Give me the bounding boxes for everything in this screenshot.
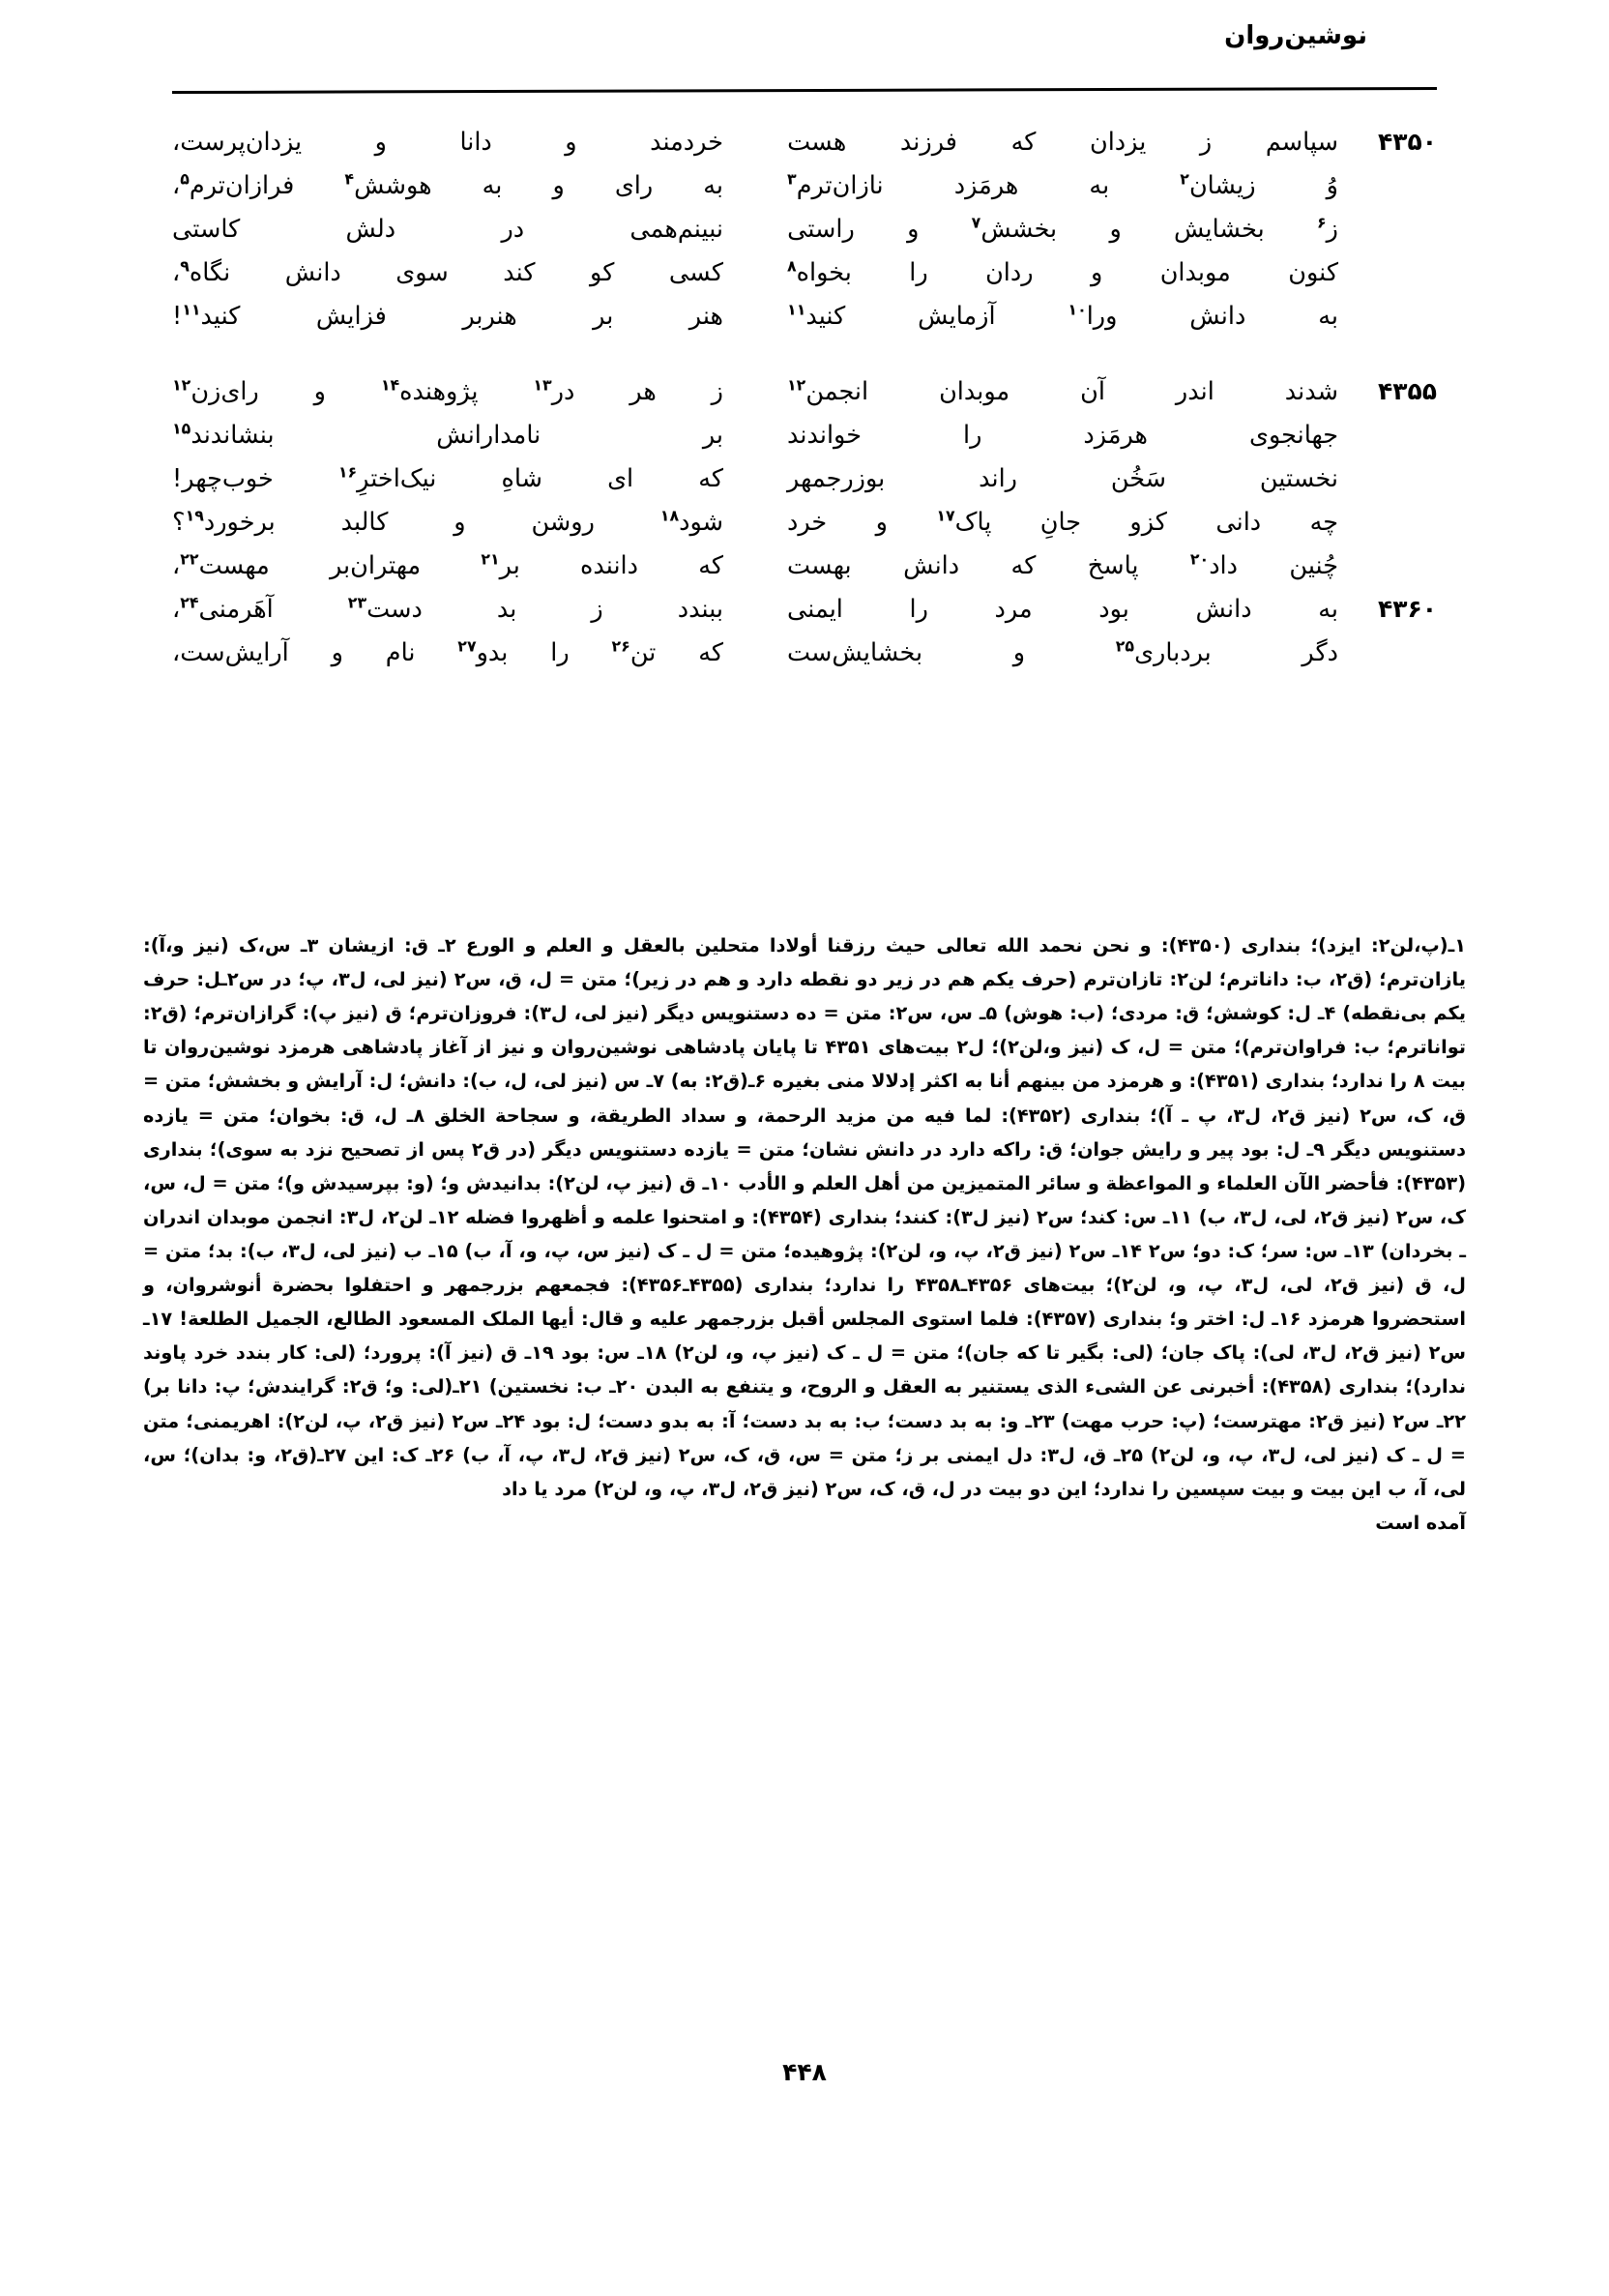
hemistich-right xyxy=(752,258,1344,288)
hemistich-right-words xyxy=(787,377,1338,407)
hemistich-left xyxy=(172,508,752,538)
verse-couplet xyxy=(172,508,1437,538)
footnote-marker: ۲ xyxy=(1180,169,1189,189)
verse-word: را xyxy=(909,595,928,625)
footnote-marker: ۸ xyxy=(787,256,797,276)
hemistich-right-words xyxy=(787,128,1338,158)
verse-couplet xyxy=(172,638,1437,668)
verse-word: هرمَزد xyxy=(1083,420,1149,450)
hemistich-left-words xyxy=(172,421,723,451)
verse-word: راند xyxy=(979,463,1017,493)
verse-word: هنربر xyxy=(462,302,517,332)
verse-word: جهانجوی xyxy=(1249,420,1338,450)
verse-word: دلش xyxy=(345,215,396,245)
footnote-marker: ۲۵ xyxy=(1115,636,1135,656)
footnote-marker: ۲۷ xyxy=(457,636,477,656)
footnote-marker: ۱۲ xyxy=(787,375,806,395)
hemistich-left-words xyxy=(172,638,723,668)
hemistich-left-words xyxy=(172,595,723,625)
hemistich-left-words xyxy=(172,377,723,407)
verse-word: کنون xyxy=(1288,258,1338,288)
hemistich-right-words xyxy=(787,302,1338,332)
verse-word: بخشایش xyxy=(1174,215,1265,245)
verse-word: نگاه$^۹$، xyxy=(172,256,231,288)
verse-word: داننده xyxy=(580,550,638,580)
hemistich-left xyxy=(172,171,752,201)
verse-word: خرد xyxy=(787,507,828,537)
verse-word: بخشش$^۷$ xyxy=(971,213,1058,245)
footnote-marker: ۱۳ xyxy=(533,375,552,395)
verse-word: فرازان‌ترم$^۵$، xyxy=(172,169,295,201)
verse-word: دانی xyxy=(1215,507,1262,537)
verse-word: سوی xyxy=(395,258,449,288)
footnote-marker: ۴ xyxy=(344,169,355,189)
verse-word: که xyxy=(1010,550,1037,580)
verse-word: و xyxy=(331,638,343,668)
hemistich-right xyxy=(752,595,1344,625)
verse-word: وُ xyxy=(1326,171,1338,201)
verse-word: که xyxy=(698,550,723,580)
verse-word: به xyxy=(703,171,723,201)
verse-word: کنید$^{۱۱}$ xyxy=(787,300,846,332)
hemistich-right-words xyxy=(787,215,1338,245)
hemistich-right xyxy=(752,171,1344,201)
verse-word: ز xyxy=(711,376,723,406)
verse-word: که xyxy=(698,638,723,668)
verse-word: دانا xyxy=(459,128,492,157)
hemistich-left xyxy=(172,377,752,407)
hemistich-right-words xyxy=(787,421,1338,451)
footnote-marker: ۱۴ xyxy=(380,375,400,395)
verse-stanza xyxy=(172,377,1437,669)
verse-word: کو xyxy=(590,258,615,288)
verse-word: ز$^۶$ xyxy=(1317,213,1338,245)
verse-word: و xyxy=(1109,215,1122,245)
verse-word: ورا$^{۱۰}$ xyxy=(1068,300,1118,332)
verse-word: پاسخ xyxy=(1087,550,1139,580)
footnote-tail: آمده است xyxy=(1375,1511,1466,1534)
verse-word: نبینم‌همی xyxy=(629,215,723,245)
hemistich-right xyxy=(752,421,1344,451)
verse-word: دانش xyxy=(1195,595,1252,625)
verse-word: بر xyxy=(702,420,723,450)
verse-word: بر$^{۲۱}$ xyxy=(481,549,520,580)
footnote-body: ۱ـ(پ،لن۲: ایزد)؛ بنداری (۴۳۵۰): و نحن نحمد الله تعالی حیث رزقنا أولادا متحلین بالعقل و العلم و الورع ۲ـ ق: ازیشان ۳ـ س،ک (نیز و،آ): یازان‌ترم؛ (ق۲، ب: داناترم؛ لن۲: تازان‌ترم (حرف یکم هم در زیر دو نقطه دارد و هم در زیر)؛ متن = ل، ق، س۲ (نیز لی، ل۳، پ؛ در س۲ـل: حرف یکم بی‌نقطه) ۴ـ ل: کوشش؛ ق: مردی؛ (ب: هوش) ۵ـ س، س۲: متن = ده دستنویس دیگر (نیز لی، ل۳): فروزان‌ترم؛ ق (نیز پ): گرازان‌ترم؛ (ق۲: توانا‌ترم؛ ب: فراوان‌ترم)؛ متن = ل، ک (نیز و،لن۲)؛ ل۲ بیت‌های ۴۳۵۱ تا پایان پادشاهی نوشین‌روان و نیز از آغاز پادشاهی هرمزد نوشین‌روان تا بیت ۸ را ندارد؛ بنداری (۴۳۵۱): و هرمزد من بینهم أنا به اکثر إدلالا منی بغیره ۶ـ(ق۲: به) ۷ـ س (نیز لی، ل، ب): دانش؛ ل: آرایش و بخشش؛ متن = ق، ک، س۲ (نیز ق۲، ل۳، پ ـ آ)؛ بنداری (۴۳۵۲): لما فیه من مزید الرحمة، و سداد الطریقة، و سجاحة الخلق ۸ـ ل، ق: بخوان؛ متن = یازده دستنویس دیگر ۹ـ ل: بود پیر و رایش جوان؛ ق: راکه دارد در دانش نشان؛ متن = یازده دستنویس دیگر (در ق۲ پس از تصحیح نزد به سوی)؛ بنداری (۴۳۵۳): فأحضر الآن العلماء و المواعظة و سائر المتمیزین من أهل العلم و الأدب ۱۰ـ ق (نیز پ، لن۲): بدانیدش و؛ (و: بپرسیدش و)؛ متن = ل، س، ک، س۲ (نیز ق۲، لی، ل۳، ب) ۱۱ـ س: کند؛ س۲ (نیز ل۳): کنند؛ بنداری (۴۳۵۴): و امتحنوا علمه و أظهروا فضله ۱۲ـ لن۲، ل۳: انجمن موبدان اندران ـ بخردان) ۱۳ـ س: سر؛ ک: دو؛ س۲ ۱۴ـ س۲ (نیز ق۲، پ، و، لن۲): پژوهیده؛ متن = ل ـ ک (نیز س، پ، و، آ، ب) ۱۵ـ ب (نیز لی، ل۳، ب): بد؛ متن = ل، ق (نیز ق۲، لی، ل۳، پ، و، لن۲)؛ بیت‌های ۴۳۵۶ـ۴۳۵۸ را ندارد؛ بنداری (۴۳۵۵ـ۴۳۵۶): فجمعهم بزرجمهر و احتفلوا بحضرة أنوشروان، و استحضروا هرمزد ۱۶ـ ل: اختر و؛ بنداری (۴۳۵۷): فلما استوی المجلس أقبل بزرجمهر علیه و قال: أیها الملک المسعود الطالع، الجمیل الطلعة! ۱۷ـ س۲ (نیز ق۲، ل۳، لی): پاک جان؛ (لی: بگیر تا که جان)؛ متن = ل ـ ک (نیز پ، و، لن۲) ۱۸ـ س: بود ۱۹ـ ق (نیز آ): پرورد؛ (لی: کار بندد خرد پاوند ندارد)؛ بنداری (۴۳۵۸): أخبرنی عن الشیء الذی یستنیر به العقل و الروح، و یتنفع به البدن ۲۰ـ ب: نخستین) ۲۱ـ(لی: و؛ ق۲: گرایندش؛ پ: دانا بر) ۲۲ـ س۲ (نیز ق۲: مهترست؛ (پ: حرب مهت) ۲۳ـ و: به بد دست؛ ب: به بد دست؛ آ: به بدو دست؛ ل: بود ۲۴ـ س۲ (نیز ق۲، پ، لن۲): اهریمنی؛ متن = ل ـ ک (نیز لی، ل۳، پ، و، لن۲) ۲۵ـ ق، ل۳: دل ایمنی بر ز؛ متن = س، ق، ک، س۲ (نیز ق۲، ل۳، پ، آ، ب) ۲۶ـ ک: این ۲۷ـ(ق۲، و: بدان)؛ س، لی، آ، ب این بیت و بیت سپسین را ندارد؛ این دو بیت در ل، ق، ک، س۲ (نیز ق۲، ل۳، پ، و، لن۲) مرد یا داد xyxy=(143,934,1467,1500)
verse-word: خردمند xyxy=(650,128,723,157)
verse-word: هست xyxy=(787,128,847,157)
hemistich-left-words xyxy=(172,464,723,494)
verse-couplet xyxy=(172,128,1437,158)
hemistich-left xyxy=(172,595,752,625)
footnote-marker: ۲۳ xyxy=(347,593,367,612)
verse-word: و xyxy=(453,507,466,537)
verse-word: ردان xyxy=(985,258,1034,288)
verse-word: یزدان xyxy=(1089,128,1147,157)
hemistich-right xyxy=(752,377,1344,407)
verse-word: کنید$^{۱۱}$! xyxy=(172,300,241,332)
verse-stanza xyxy=(172,128,1437,333)
verse-word: را xyxy=(963,420,982,450)
verse-word: بد xyxy=(496,595,517,625)
verse-word: آرایش‌ست، xyxy=(172,638,289,668)
verse-word: برخورد$^{۱۹}$؟ xyxy=(172,506,276,537)
footnote-marker: ۱۲ xyxy=(172,375,191,395)
hemistich-left-words xyxy=(172,128,723,158)
verse-word: آن xyxy=(1080,376,1105,406)
verse-word: و xyxy=(907,215,920,245)
verse-couplet xyxy=(172,421,1437,451)
verse-area xyxy=(172,128,1437,713)
verse-word: در xyxy=(501,215,525,245)
verse-word: آزمایش xyxy=(918,302,996,332)
hemistich-left xyxy=(172,128,752,158)
footnote-marker: ۵ xyxy=(180,169,190,189)
hemistich-left xyxy=(172,302,752,332)
hemistich-left-words xyxy=(172,302,723,332)
verse-word: بردباری$^{۲۵}$ xyxy=(1115,636,1212,668)
verse-word: موبدان xyxy=(1159,258,1231,288)
verse-word: پژوهنده$^{۱۴}$ xyxy=(380,375,479,406)
verse-word: رای xyxy=(614,171,654,201)
hemistich-right xyxy=(752,638,1344,668)
verse-word: کسی xyxy=(668,258,723,288)
page-number: ۴۴۸ xyxy=(782,2058,827,2086)
hemistich-left xyxy=(172,421,752,451)
hemistich-right-words xyxy=(787,258,1338,288)
hemistich-right-words xyxy=(787,171,1338,201)
verse-word: داد$^{۲۰}$ xyxy=(1189,549,1238,580)
footnote-marker: ۱۰ xyxy=(1068,300,1087,319)
verse-couplet xyxy=(172,595,1437,625)
verse-word: مرد xyxy=(994,595,1033,625)
footnote-marker: ۲۶ xyxy=(611,636,630,656)
verse-word: نخستین xyxy=(1259,463,1338,493)
footnote-marker: ۷ xyxy=(971,213,981,232)
verse-word: مهتران‌بر xyxy=(329,550,422,580)
hemistich-right xyxy=(752,128,1344,158)
hemistich-right-words xyxy=(787,595,1338,625)
verse-couplet xyxy=(172,464,1437,494)
hemistich-left-words xyxy=(172,171,723,201)
verse-word: هر xyxy=(629,376,657,406)
verse-word: کزو xyxy=(1129,507,1167,537)
verse-word: کالبد xyxy=(340,507,389,537)
verse-word: دانش xyxy=(284,258,341,288)
hemistich-right xyxy=(752,302,1344,332)
verse-word: هرمَزد xyxy=(953,171,1019,201)
verse-word: در$^{۱۳}$ xyxy=(533,375,575,406)
verse-couplet xyxy=(172,258,1437,288)
verse-word: ببندد xyxy=(677,595,723,625)
verse-word: یزدان‌پرست، xyxy=(172,128,303,157)
verse-word: چُنین xyxy=(1289,550,1338,580)
verse-word: راستی xyxy=(787,215,855,245)
hemistich-left xyxy=(172,551,752,581)
hemistich-right-words xyxy=(787,508,1338,538)
verse-couplet xyxy=(172,302,1437,332)
hemistich-right xyxy=(752,551,1344,581)
verse-word: فرزند xyxy=(899,128,957,157)
header-rule-divider xyxy=(172,87,1437,94)
verse-word: نام xyxy=(385,638,416,668)
verse-couplet xyxy=(172,171,1437,201)
hemistich-right xyxy=(752,464,1344,494)
verse-word: جانِ xyxy=(1039,507,1082,537)
verse-word: نیک‌اخترِ$^{۱۶}$ xyxy=(337,462,437,493)
verse-word: هوشش$^۴$ xyxy=(344,169,432,201)
verse-word: بخشایش‌ست xyxy=(787,638,923,668)
verse-word: شود$^{۱۸}$ xyxy=(659,506,723,537)
verse-word: دگر xyxy=(1302,638,1338,668)
verse-number: ۴۳۵۰ xyxy=(1377,128,1437,156)
verse-word: شاهِ xyxy=(501,463,542,493)
hemistich-left xyxy=(172,638,752,668)
verse-word: به xyxy=(1089,171,1110,201)
running-head-title: نوشین‌روان xyxy=(1224,21,1367,50)
verse-word: چه xyxy=(1309,507,1338,537)
footnote-marker: ۲۰ xyxy=(1189,549,1210,569)
verse-word: و xyxy=(565,128,577,157)
verse-word: بر xyxy=(593,302,614,332)
hemistich-right-words xyxy=(787,464,1338,494)
verse-word: دست$^{۲۳}$ xyxy=(347,593,423,625)
hemistich-left-words xyxy=(172,508,723,538)
verse-word: انجمن$^{۱۲}$ xyxy=(787,375,869,406)
verse-word: و xyxy=(1012,638,1026,668)
verse-word: خوب‌چهر! xyxy=(172,463,274,493)
verse-word: را xyxy=(550,638,570,668)
verse-word: رای‌زن$^{۱۲}$ xyxy=(172,375,259,406)
verse-word: بود xyxy=(1098,595,1129,625)
verse-word: هنر xyxy=(688,302,723,332)
footnote-marker: ۲۱ xyxy=(481,549,500,569)
verse-word: موبدان xyxy=(939,376,1010,406)
verse-word: زیشان$^۲$ xyxy=(1180,169,1256,201)
verse-word: که xyxy=(1010,128,1037,157)
verse-couplet xyxy=(172,551,1437,581)
footnote-apparatus xyxy=(143,928,1466,1540)
hemistich-right-words xyxy=(787,638,1338,668)
verse-word: بوزرجمهر xyxy=(787,463,886,493)
verse-word: را xyxy=(909,258,928,288)
verse-word: ز xyxy=(1199,128,1213,157)
hemistich-right-words xyxy=(787,551,1338,581)
verse-number: ۴۳۶۰ xyxy=(1377,595,1437,624)
verse-word: اندر xyxy=(1175,376,1214,406)
verse-word: به xyxy=(1318,302,1338,332)
footnote-marker: ۲۴ xyxy=(180,593,199,612)
verse-number: ۴۳۵۵ xyxy=(1377,376,1437,405)
hemistich-left xyxy=(172,215,752,245)
verse-word: و xyxy=(1090,258,1103,288)
verse-word: پاک$^{۱۷}$ xyxy=(936,506,992,537)
verse-word: بخواه$^۸$ xyxy=(787,256,852,288)
verse-word: سَخُن xyxy=(1110,463,1167,493)
verse-word: نامدارانش xyxy=(436,420,541,450)
footnote-marker: ۶ xyxy=(1317,213,1327,232)
verse-couplet xyxy=(172,377,1437,407)
verse-word: بدو$^{۲۷}$ xyxy=(457,636,509,668)
footnote-marker: ۱۵ xyxy=(172,419,191,438)
verse-word: ایمنی xyxy=(787,595,843,625)
verse-word: روشن xyxy=(531,507,595,537)
verse-word: فزایش xyxy=(315,302,387,332)
verse-word: بهست xyxy=(787,550,852,580)
verse-word: شدند xyxy=(1284,376,1338,406)
verse-word: و xyxy=(552,171,565,201)
footnote-marker: ۳ xyxy=(787,169,797,189)
footnote-marker: ۹ xyxy=(180,256,190,276)
verse-word: تن$^{۲۶}$ xyxy=(611,636,657,668)
verse-word: آهَرمنی$^{۲۴}$، xyxy=(172,593,274,625)
hemistich-left-words xyxy=(172,551,723,581)
footnote-marker: ۱۹ xyxy=(185,506,204,525)
verse-word: و xyxy=(374,128,387,157)
verse-word: و xyxy=(313,376,326,406)
verse-word: کند xyxy=(503,258,536,288)
footnote-marker: ۱۱ xyxy=(182,300,201,319)
footnote-marker: ۱۱ xyxy=(787,300,806,319)
footnote-marker: ۱۸ xyxy=(659,506,680,525)
hemistich-left xyxy=(172,258,752,288)
verse-word: نازان‌ترم$^۳$ xyxy=(787,169,884,201)
verse-word: خواندند xyxy=(787,420,862,450)
verse-word: دانش xyxy=(1189,302,1246,332)
verse-word: ز xyxy=(591,595,603,625)
verse-word: و xyxy=(875,507,888,537)
verse-word: ای xyxy=(607,463,634,493)
verse-word: به xyxy=(1318,595,1338,625)
verse-word: مهست$^{۲۲}$، xyxy=(172,549,270,580)
verse-word: بنشاندند$^{۱۵}$ xyxy=(172,419,275,450)
verse-word: به xyxy=(482,171,503,201)
footnote-marker: ۲۲ xyxy=(180,549,199,569)
hemistich-right xyxy=(752,215,1344,245)
footnote-marker: ۱۷ xyxy=(936,506,955,525)
hemistich-left-words xyxy=(172,258,723,288)
footnote-marker: ۱۶ xyxy=(337,462,358,482)
running-head xyxy=(164,21,1445,66)
verse-word: سپاسم xyxy=(1265,128,1338,157)
verse-word: که xyxy=(698,463,723,493)
hemistich-right xyxy=(752,508,1344,538)
hemistich-left-words xyxy=(172,215,723,245)
verse-word: دانش xyxy=(903,550,960,580)
verse-word: کاستی xyxy=(172,215,241,245)
verse-couplet xyxy=(172,215,1437,245)
hemistich-left xyxy=(172,464,752,494)
